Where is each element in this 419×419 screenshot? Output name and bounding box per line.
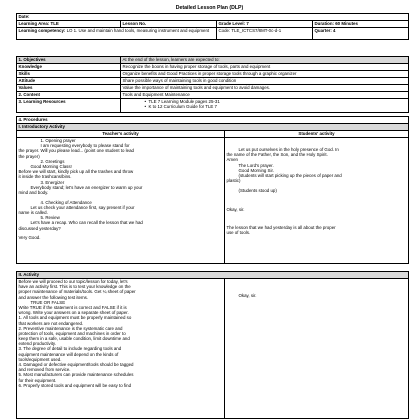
text-line: Good Morning Sir. bbox=[238, 167, 274, 173]
text-line: it inside the trashcans/bins. bbox=[18, 174, 72, 180]
text-line: Good Morning Class! bbox=[30, 163, 72, 169]
text-line: Before we will start, kindly pick up all the trashes and throw bbox=[18, 169, 134, 175]
text-line: and answer the following test items. bbox=[18, 294, 89, 300]
text-line: (Students stood up) bbox=[238, 187, 277, 193]
objectives-label: 1. Objectives bbox=[17, 57, 121, 64]
values-label: Values bbox=[17, 85, 121, 92]
text-line: equipment maintenance will depend on the kinds of bbox=[18, 351, 119, 357]
text-line: proper maintenance of materials/tools. Get ¼ sheet of paper bbox=[18, 289, 136, 295]
text-line: name is called. bbox=[18, 209, 48, 215]
knowledge-label: Knowledge bbox=[17, 64, 121, 71]
resources-list bbox=[121, 99, 409, 113]
text-line: Amen bbox=[226, 157, 238, 163]
activity-table bbox=[16, 271, 409, 419]
text-line: use of tools. bbox=[226, 230, 251, 236]
text-line: Everybody stand; let's have an energizer to warm up your bbox=[30, 184, 143, 190]
energizer-heading: 3. Energizer bbox=[40, 179, 65, 185]
grade-level-cell: Grade Level: 7 bbox=[217, 21, 313, 28]
competency-cell bbox=[17, 28, 217, 40]
resource-item: • TLE 7 Learning Module pages 25-31 bbox=[144, 99, 220, 104]
text-line: The Lord's prayer. bbox=[238, 162, 274, 168]
text-line: Let us check your attendance first, say present if your bbox=[30, 204, 135, 210]
header-table bbox=[16, 13, 409, 40]
content-label: 2. Content bbox=[17, 92, 121, 99]
values-value: Value the importance of maintaining tools and equipment to avoid damages. bbox=[121, 85, 409, 92]
opening-prayer-heading: 1. Opening prayer bbox=[40, 138, 76, 143]
text-line: Before we will proceed to our topic/lesson for today, let's bbox=[18, 279, 128, 284]
text-line: the prayer) bbox=[18, 153, 40, 159]
text-line: have an activity first. This is to test your knowledge on the bbox=[18, 284, 131, 290]
text-line: the prayer. Will you please lead... (point one student to lead bbox=[18, 148, 134, 154]
text-line: and removed from service. bbox=[18, 367, 71, 373]
objectives-table bbox=[16, 56, 409, 113]
text-line: for their equipment. bbox=[18, 377, 57, 383]
document-title: Detailed Lesson Plan (DLP) bbox=[175, 5, 244, 11]
teacher-intro-cell bbox=[17, 138, 225, 264]
text-line: mind and body. bbox=[18, 189, 49, 195]
activity-label: II. Activity bbox=[17, 272, 409, 279]
procedures-label: 4. Procedures bbox=[17, 117, 409, 124]
student-activity-header: Students' activity bbox=[225, 131, 409, 138]
objectives-intro: At the end of the lesson, learners are expected to: bbox=[121, 57, 409, 64]
test-item: 6. Properly stored tools and equipment will be easy to find bbox=[18, 382, 132, 388]
text-line: keep them in a safe, usable condition, limit downtime and bbox=[18, 336, 130, 342]
resource-item: • K to 12 Curriculum Guide for TLE 7 bbox=[144, 104, 217, 110]
attitude-label: Attitude bbox=[17, 78, 121, 85]
test-item: 3. The degree of detail to include regarding tools and bbox=[18, 346, 122, 352]
text-line: that workers are not endangered. bbox=[18, 320, 84, 326]
text-line: Write TRUE if the statement is correct and FALSE if it is bbox=[18, 304, 127, 310]
learning-area-cell: Learning Area: TLE bbox=[17, 21, 121, 28]
test-item: 2. Preventive maintenance is the systematic care and bbox=[18, 325, 123, 331]
true-or-false-heading: TRUE OR FALSE bbox=[30, 299, 66, 305]
content-value: Tools and Equipment Maintenance bbox=[121, 92, 409, 99]
test-item: 4. Damaged or defective equipment/tools should be tagged bbox=[18, 362, 134, 367]
text-line: Let us put ourselves in the holy presence of God. In bbox=[238, 147, 339, 152]
test-item: 1. All tools and equipment must be properly maintained so bbox=[18, 315, 132, 321]
skills-label: Skills bbox=[17, 71, 121, 78]
procedures-table bbox=[16, 116, 409, 264]
text-line: extend productivity. bbox=[18, 341, 57, 347]
text-line: Let's have a recap. Who can recall the lesson that we had bbox=[30, 220, 143, 226]
text-line: plastic) bbox=[226, 178, 241, 184]
text-line: (students will start picking up the pieces of paper and bbox=[238, 172, 342, 178]
test-item: 5. Most manufacturers can provide maintenance schedules bbox=[18, 372, 134, 378]
student-activity-cell bbox=[225, 279, 409, 419]
intro-activity-label: I. Introductory Activity bbox=[17, 124, 409, 131]
teacher-activity-header: Teacher's activity bbox=[17, 131, 225, 138]
code-cell: Code: TLE_ICTCS7/8MT-0c-d-1 bbox=[217, 28, 313, 40]
resources-label: 3. Learning Resources bbox=[17, 99, 121, 113]
text-line: Okay, sir. bbox=[226, 206, 245, 212]
text-line: The lesson that we had yesterday is all about the proper bbox=[226, 225, 336, 231]
competency-label: Learning competency: bbox=[18, 28, 66, 33]
knowledge-value: Recognize the boons in having proper storage of tools, parts and equipment bbox=[121, 64, 409, 71]
teacher-activity-cell bbox=[17, 279, 225, 419]
text-line: tools/equipment used. bbox=[18, 356, 62, 362]
text-line: discussed yesterday? bbox=[18, 225, 61, 231]
student-response: Okay, sir. bbox=[238, 292, 257, 298]
text-line: I am requesting everybody to please stand for bbox=[40, 143, 130, 149]
student-intro-cell bbox=[225, 138, 409, 264]
date-cell: Date: bbox=[17, 14, 409, 21]
quarter-cell: Quarter: 4 bbox=[313, 28, 409, 40]
text-line: wrong. Write your answers on a separate sheet of paper. bbox=[18, 310, 129, 316]
greetings-heading: 2. Greetings bbox=[40, 158, 65, 164]
lesson-no-cell: Lesson No. bbox=[121, 21, 217, 28]
attitude-value: Share possible ways of maintaining tools in good condition bbox=[121, 78, 409, 85]
text-line: protection of tools, equipment and machines in order to bbox=[18, 330, 126, 336]
skills-value: Organize benefits and Good Practices in proper storage tools through a graphic organizer bbox=[121, 71, 409, 78]
attendance-heading: 4. Checking of Attendance bbox=[40, 199, 92, 205]
text-line: the name of the Father, the Son, and the Holy Spirit. bbox=[226, 152, 328, 158]
review-heading: 5. Review bbox=[40, 215, 60, 221]
competency-text: LO 1. Use and maintain hand tools, measuring instrument and equipment bbox=[66, 28, 210, 33]
text-line: Very Good. bbox=[18, 235, 41, 241]
duration-cell: Duration: 60 Minutes bbox=[313, 21, 409, 28]
